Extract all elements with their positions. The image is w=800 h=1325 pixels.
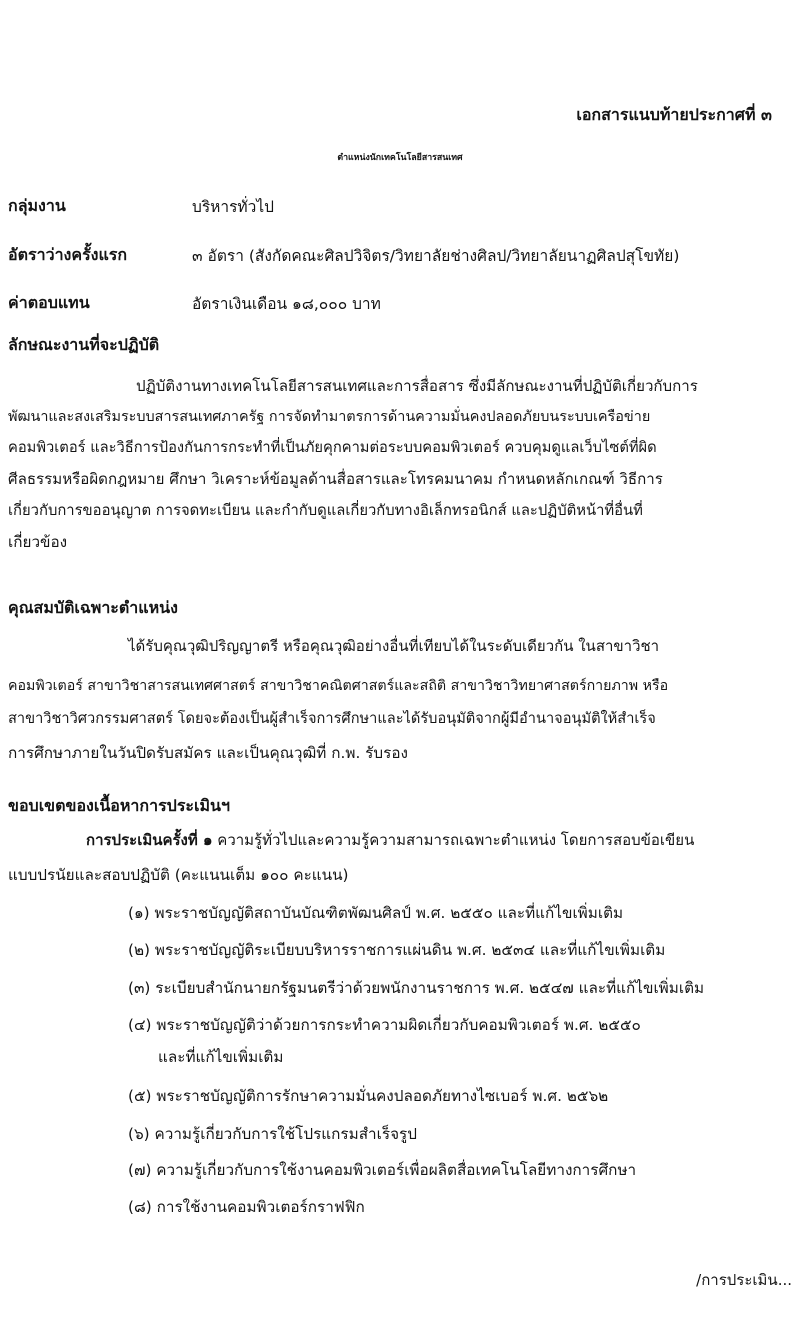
- scope-list-item: (๕) พระราชบัญญัติการรักษาความมั่นคงปลอดภัยทางไซเบอร์ พ.ศ. ๒๕๖๒: [128, 1087, 609, 1105]
- document-reference: เอกสารแนบท้ายประกาศที่ ๓: [576, 105, 772, 124]
- assessment-label: การประเมินครั้งที่ ๑: [86, 831, 213, 849]
- assessment-intro: [86, 828, 694, 852]
- qualification-line: สาขาวิชาวิศวกรรมศาสตร์ โดยจะต้องเป็นผู้สำเร็จการศึกษาและได้รับอนุมัติจากผู้มีอำนาจอนุมัติให้สำเร็จ: [8, 710, 656, 727]
- qualification-line: คอมพิวเตอร์ สาขาวิชาสารสนเทศศาสตร์ สาขาวิชาคณิตศาสตร์และสถิติ สาขาวิชาวิทยาศาสตร์กายภาพ หรือ: [8, 678, 669, 694]
- field-label-work-group: กลุ่มงาน: [8, 196, 66, 215]
- field-value-compensation: อัตราเงินเดือน ๑๘,๐๐๐ บาท: [192, 295, 381, 313]
- scope-list-item-continuation: และที่แก้ไขเพิ่มเติม: [158, 1048, 284, 1066]
- field-label-compensation: ค่าตอบแทน: [8, 293, 90, 312]
- scope-list-item: (๓) ระเบียบสำนักนายกรัฐมนตรีว่าด้วยพนักงานราชการ พ.ศ. ๒๕๔๗ และที่แก้ไขเพิ่มเติม: [128, 979, 705, 997]
- duties-line: เกี่ยวกับการขออนุญาต การจดทะเบียน และกำกับดูแลเกี่ยวกับทางอิเล็กทรอนิกส์ และปฏิบัติหน้าที่อื่นที่: [8, 502, 643, 519]
- scope-list-item: (๔) พระราชบัญญัติว่าด้วยการกระทำความผิดเกี่ยวกับคอมพิวเตอร์ พ.ศ. ๒๕๕๐: [128, 1016, 641, 1034]
- duties-line: ศีลธรรมหรือผิดกฎหมาย ศึกษา วิเคราะห์ข้อมูลด้านสื่อสารและโทรคมนาคม กำหนดหลักเกณฑ์ วิธีการ: [8, 470, 663, 488]
- assessment-text: ความรู้ทั่วไปและความรู้ความสามารถเฉพาะตำแหน่ง โดยการสอบข้อเขียน: [212, 831, 695, 849]
- section-heading-duties: ลักษณะงานที่จะปฏิบัติ: [8, 335, 160, 354]
- field-value-vacancies: ๓ อัตรา (สังกัดคณะศิลปวิจิตร/วิทยาลัยช่างศิลป/วิทยาลัยนาฏศิลปสุโขทัย): [192, 247, 680, 265]
- duties-line: ปฏิบัติงานทางเทคโนโลยีสารสนเทศและการสื่อสาร ซึ่งมีลักษณะงานที่ปฏิบัติเกี่ยวกับการ: [136, 377, 698, 395]
- assessment-line-2: แบบปรนัยและสอบปฏิบัติ (คะแนนเต็ม ๑๐๐ คะแนน): [8, 866, 349, 884]
- scope-list-item: (๒) พระราชบัญญัติระเบียบบริหารราชการแผ่นดิน พ.ศ. ๒๕๓๔ และที่แก้ไขเพิ่มเติม: [128, 941, 666, 959]
- qualification-line: การศึกษาภายในวันปิดรับสมัคร และเป็นคุณวุฒิที่ ก.พ. รับรอง: [8, 744, 408, 762]
- field-value-work-group: บริหารทั่วไป: [192, 198, 274, 216]
- continuation-note: /การประเมิน...: [696, 1271, 792, 1289]
- section-heading-scope: ขอบเขตของเนื้อหาการประเมินฯ: [8, 796, 230, 815]
- duties-line: พัฒนาและสงเสริมระบบสารสนเทศภาครัฐ การจัดทำมาตรการด้านความมั่นคงปลอดภัยบนระบบเครือข่าย: [8, 409, 651, 425]
- duties-line: เกี่ยวข้อง: [8, 533, 68, 551]
- duties-line: คอมพิวเตอร์ และวิธีการป้องกันการกระทำที่เป็นภัยคุกคามต่อระบบคอมพิวเตอร์ ควบคุมดูแลเว็บไซต์ที่ผิด: [8, 439, 657, 456]
- field-label-vacancies: อัตราว่างครั้งแรก: [8, 245, 128, 264]
- scope-list-item: (๘) การใช้งานคอมพิวเตอร์กราฟฟิก: [128, 1198, 365, 1216]
- scope-list-item: (๑) พระราชบัญญัติสถาบันบัณฑิตพัฒนศิลป์ พ.ศ. ๒๕๕๐ และที่แก้ไขเพิ่มเติม: [128, 904, 624, 922]
- section-heading-qualifications: คุณสมบัติเฉพาะตำแหน่ง: [8, 598, 178, 617]
- scope-list-item: (๗) ความรู้เกี่ยวกับการใช้งานคอมพิวเตอร์เพื่อผลิตสื่อเทคโนโลยีทางการศึกษา: [128, 1161, 637, 1179]
- qualification-line: ได้รับคุณวุฒิปริญญาตรี หรือคุณวุฒิอย่างอื่นที่เทียบได้ในระดับเดียวกัน ในสาขาวิชา: [128, 637, 660, 655]
- scope-list-item: (๖) ความรู้เกี่ยวกับการใช้โปรแกรมสำเร็จรูป: [128, 1125, 417, 1143]
- page-title: ตำแหน่งนักเทคโนโลยีสารสนเทศ: [337, 153, 463, 163]
